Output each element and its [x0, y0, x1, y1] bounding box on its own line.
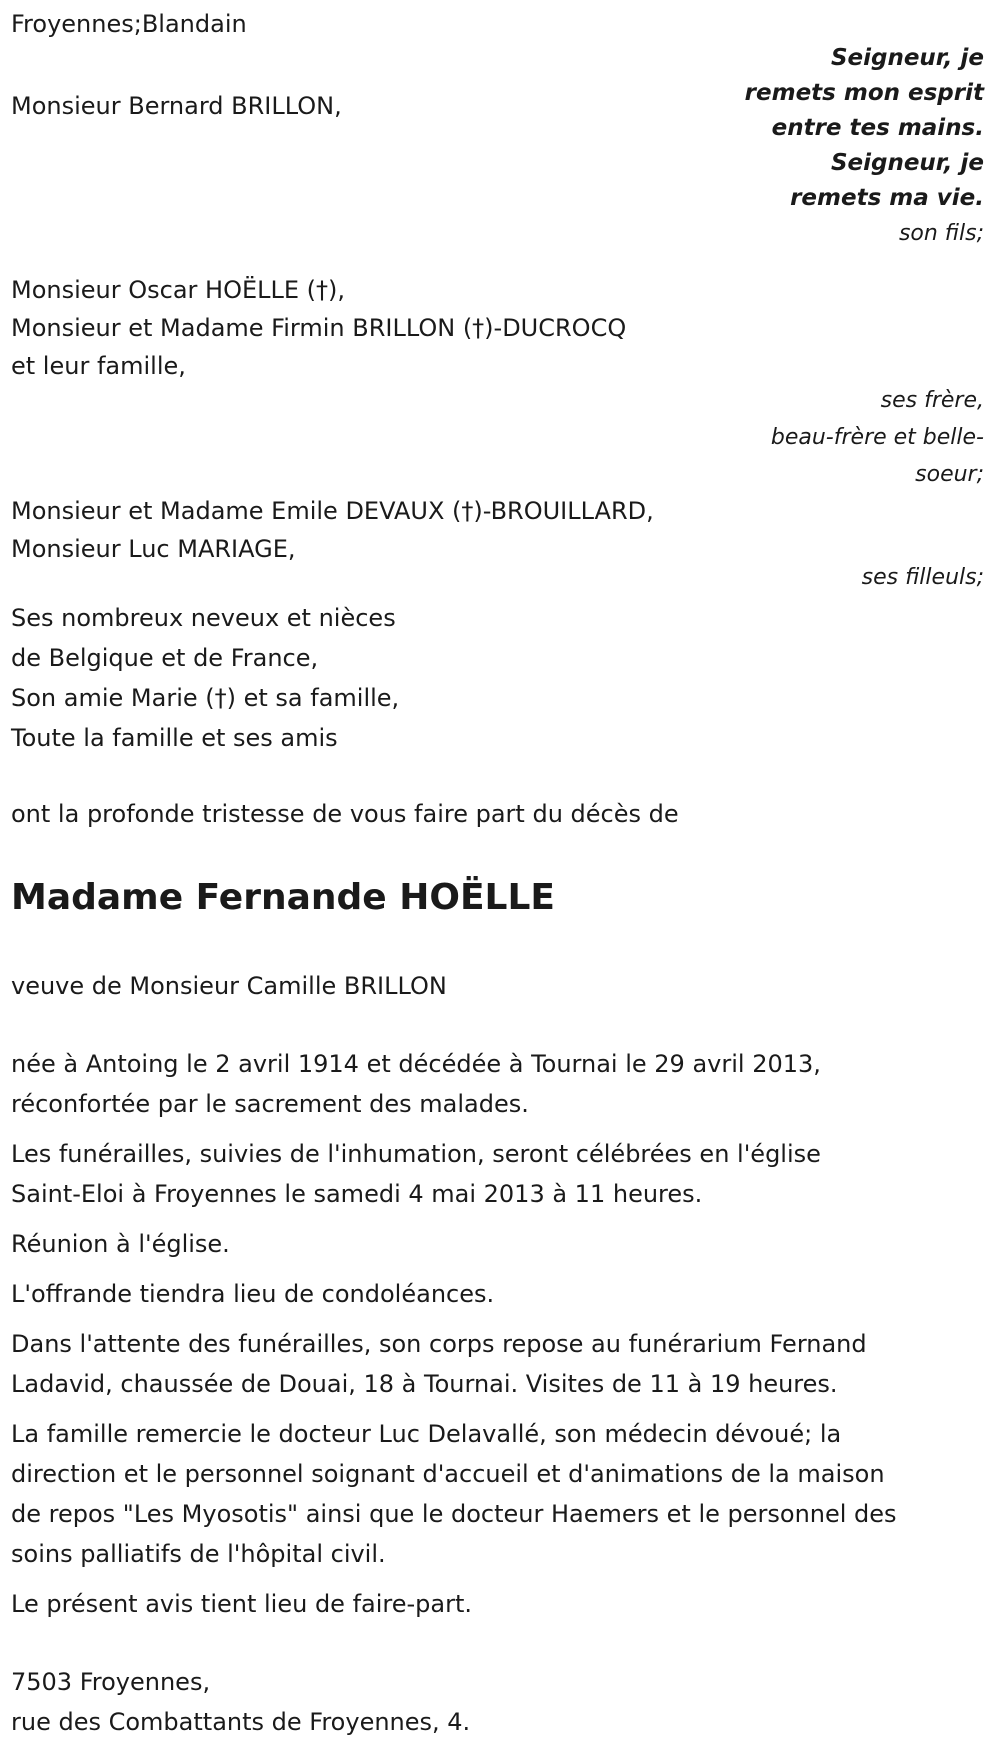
funeral-home-line: Ladavid, chaussée de Douai, 18 à Tournai. Visites de 11 à 19 heures.	[11, 1370, 838, 1398]
siblings-relation: beau-frère et belle-	[770, 425, 984, 450]
sibling-line: Monsieur et Madame Firmin BRILLON (†)-DUCROCQ	[11, 314, 627, 342]
location-header: Froyennes;Blandain	[11, 10, 247, 38]
sibling-line: et leur famille,	[11, 352, 186, 380]
notice-line: Le présent avis tient lieu de faire-part.	[11, 1590, 473, 1618]
verse-line: Seigneur, je	[830, 45, 984, 71]
thanks-line: soins palliatifs de l'hôpital civil.	[11, 1540, 386, 1568]
verse-line: entre tes mains.	[771, 115, 984, 141]
sibling-line: Monsieur Oscar HOËLLE (†),	[11, 276, 346, 304]
verse-line: remets mon esprit	[744, 80, 984, 106]
widow-of: veuve de Monsieur Camille BRILLON	[11, 972, 447, 1000]
thanks-line: La famille remercie le docteur Luc Delavallé, son médecin dévoué; la	[11, 1420, 842, 1448]
siblings-relation: ses frère,	[880, 388, 984, 413]
godchild-line: Monsieur et Madame Emile DEVAUX (†)-BROUILLARD,	[11, 497, 654, 525]
thanks-line: de repos "Les Myosotis" ainsi que le docteur Haemers et le personnel des	[11, 1500, 897, 1528]
funeral-home-line: Dans l'attente des funérailles, son corps repose au funérarium Fernand	[11, 1330, 867, 1358]
birth-death-line: réconfortée par le sacrement des malades.	[11, 1090, 529, 1118]
birth-death-line: née à Antoing le 2 avril 1914 et décédée à Tournai le 29 avril 2013,	[11, 1050, 821, 1078]
siblings-relation: soeur;	[915, 462, 984, 487]
funeral-line: Les funérailles, suivies de l'inhumation, seront célébrées en l'église	[11, 1140, 821, 1168]
meeting-line: Réunion à l'église.	[11, 1230, 230, 1258]
thanks-line: direction et le personnel soignant d'accueil et d'animations de la maison	[11, 1460, 885, 1488]
address-line: 7503 Froyennes,	[11, 1668, 211, 1696]
verse-line: remets ma vie.	[790, 185, 984, 211]
family-line: de Belgique et de France,	[11, 644, 319, 672]
deceased-name: Madame Fernande HOËLLE	[11, 877, 556, 918]
son-name: Monsieur Bernard BRILLON,	[11, 92, 342, 120]
family-line: Ses nombreux neveux et nièces	[11, 604, 396, 632]
address-line: rue des Combattants de Froyennes, 4.	[11, 1708, 471, 1736]
offering-line: L'offrande tiendra lieu de condoléances.	[11, 1280, 495, 1308]
funeral-line: Saint-Eloi à Froyennes le samedi 4 mai 2013 à 11 heures.	[11, 1180, 703, 1208]
godchild-line: Monsieur Luc MARIAGE,	[11, 535, 296, 563]
family-line: Son amie Marie (†) et sa famille,	[11, 684, 400, 712]
godchildren-relation: ses filleuls;	[861, 565, 984, 590]
verse-line: Seigneur, je	[830, 150, 984, 176]
family-line: Toute la famille et ses amis	[11, 724, 338, 752]
son-relation: son fils;	[898, 221, 984, 246]
announcement-text: ont la profonde tristesse de vous faire part du décès de	[11, 800, 679, 828]
